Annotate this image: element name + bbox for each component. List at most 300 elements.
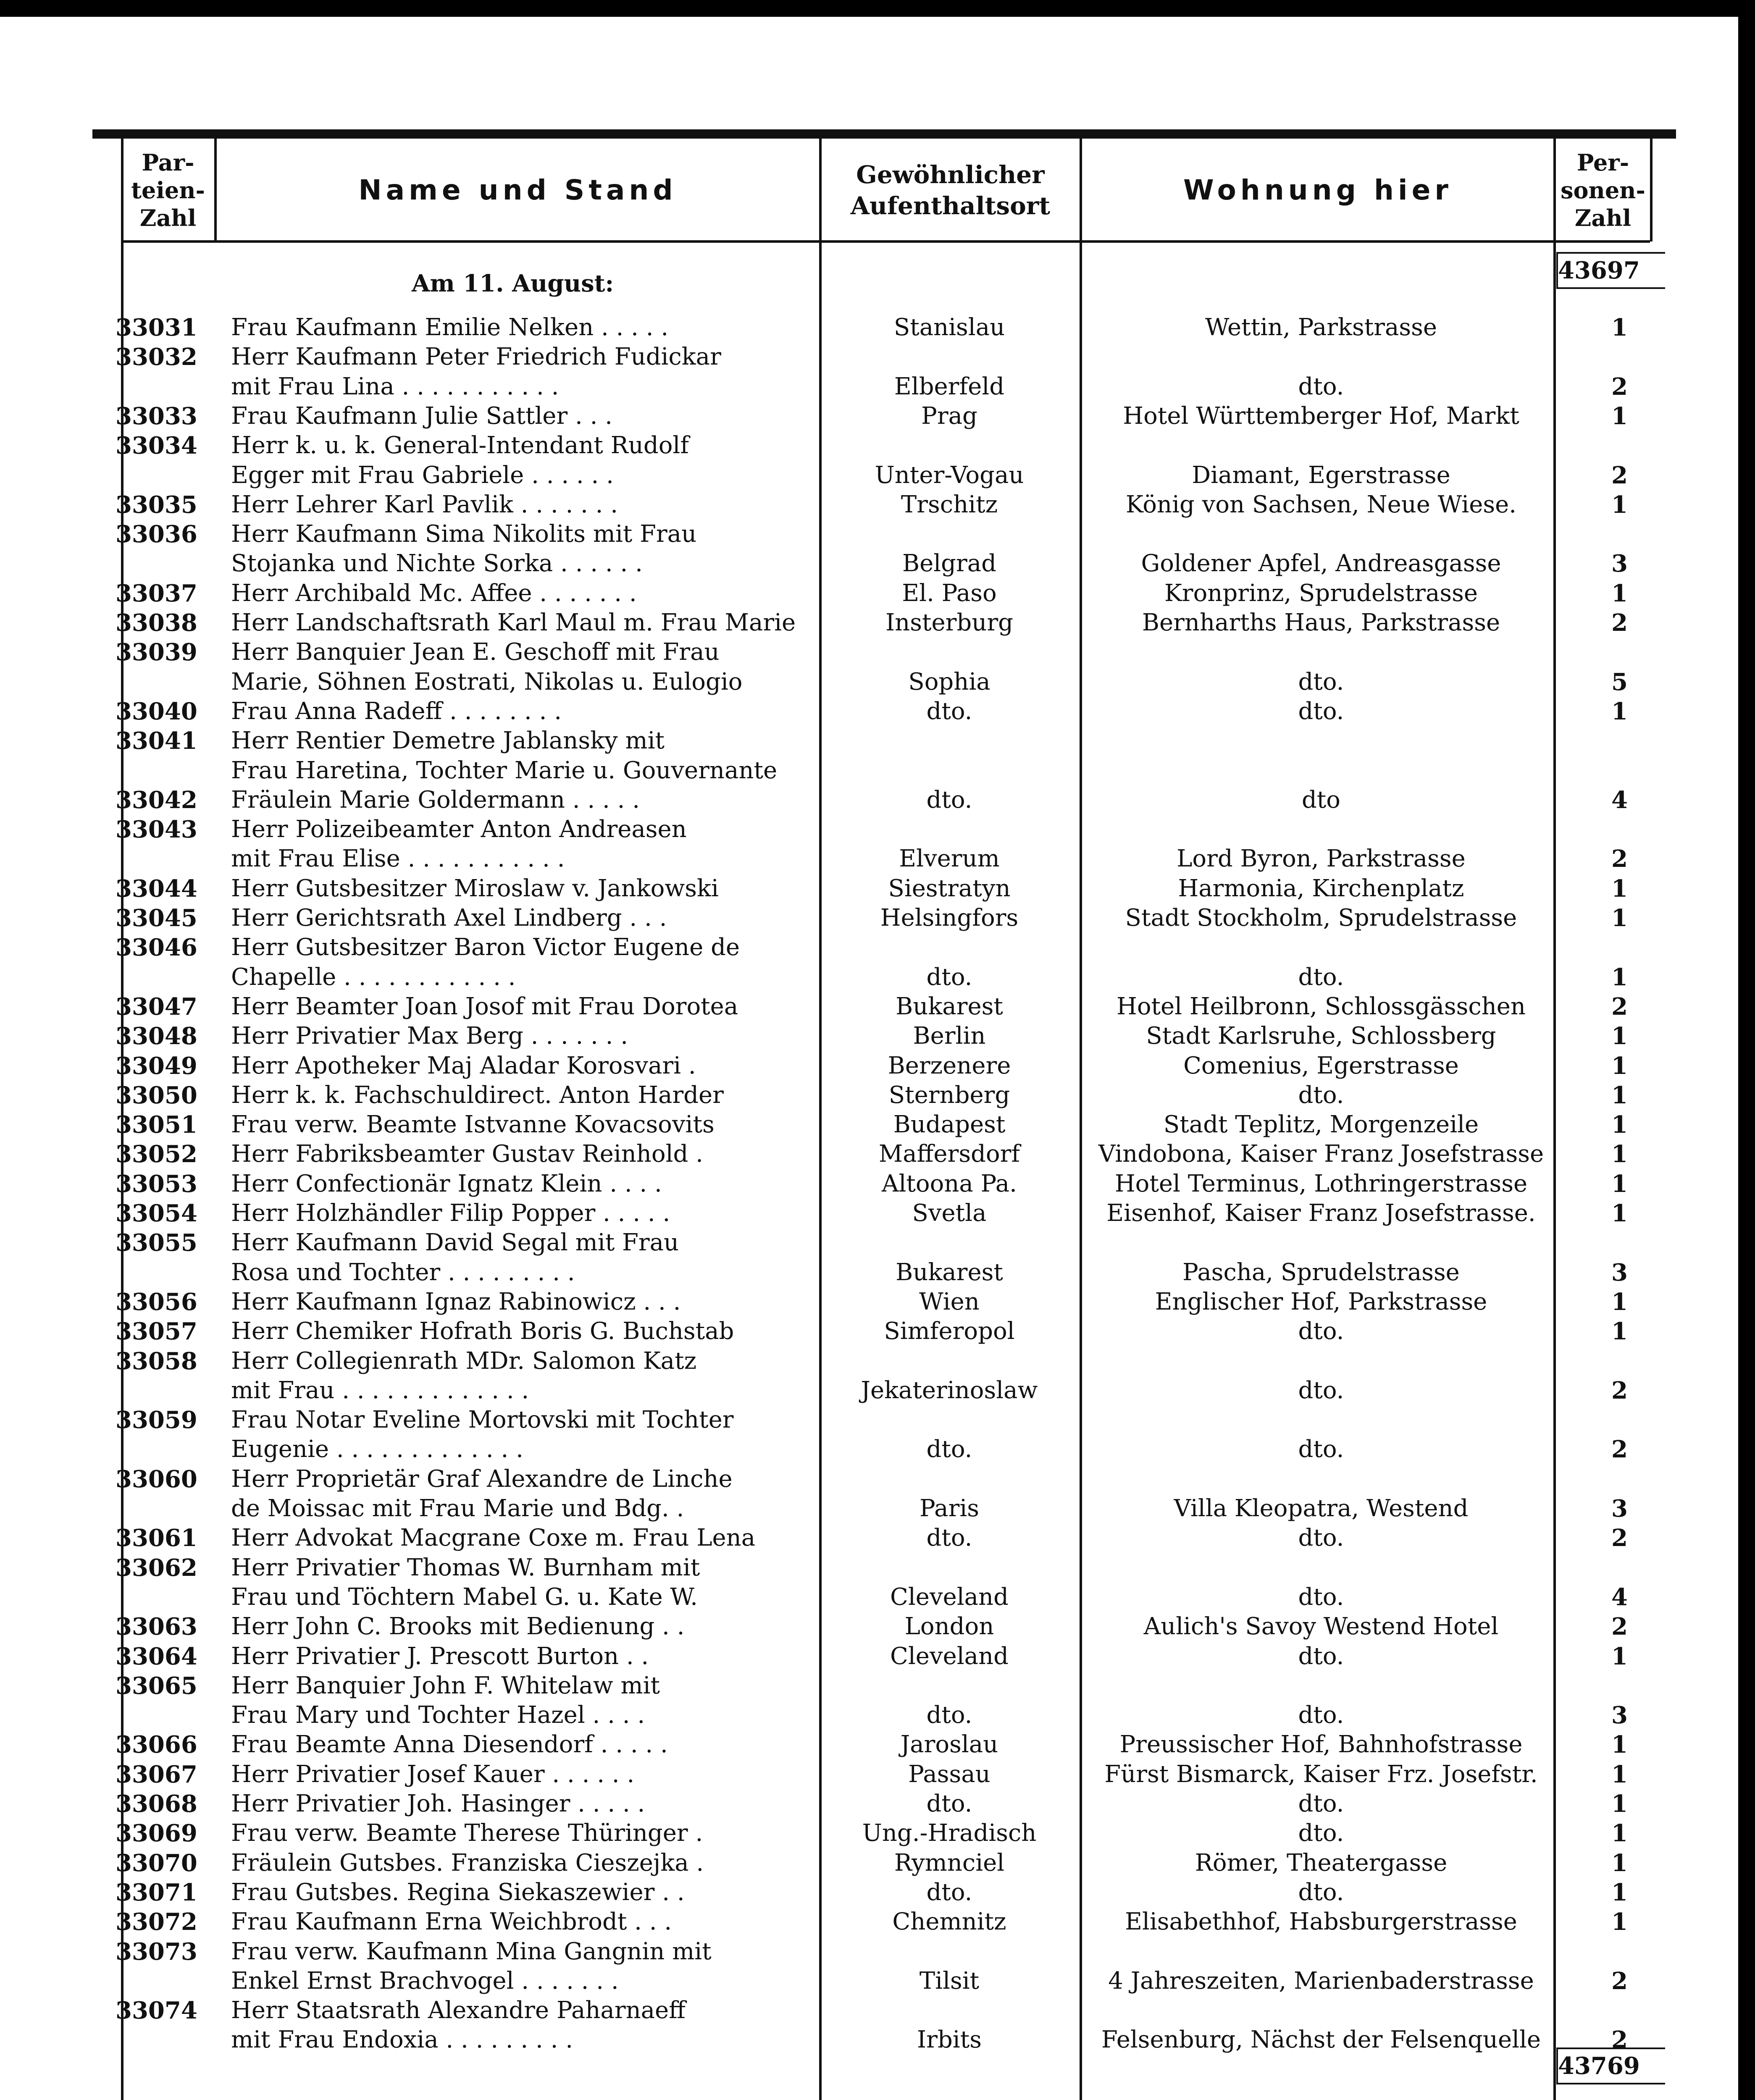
- total-end: 43769: [1556, 2048, 1665, 2084]
- home-place: Jekaterinoslaw: [861, 1376, 1038, 1404]
- residence-here: Goldener Apfel, Andreasgasse: [1141, 550, 1501, 578]
- guest-name: mit Frau Endoxia . . . . . . . . .: [231, 2026, 573, 2054]
- home-place: dto.: [926, 786, 972, 814]
- home-place: Budapest: [893, 1111, 1006, 1139]
- residence-here: [1084, 1553, 1558, 1583]
- home-place: Sternberg: [888, 1081, 1010, 1109]
- table-row: [0, 1405, 1755, 1435]
- person-count: 3: [1611, 1258, 1628, 1286]
- person-count: [1554, 1553, 1628, 1583]
- guest-name: Eugenie . . . . . . . . . . . . .: [231, 1436, 523, 1463]
- party-number: 33068: [116, 1790, 197, 1818]
- header-aufenthaltsort: Gewöhnlicher Aufenthaltsort: [850, 160, 1051, 220]
- person-count: 2: [1611, 1967, 1628, 1995]
- guest-name: Herr Landschaftsrath Karl Maul m. Frau Marie: [231, 609, 796, 636]
- party-number: 33063: [116, 1613, 197, 1641]
- guest-name: Herr Privatier Josef Kauer . . . . . .: [231, 1760, 635, 1788]
- table-row: [0, 1051, 1755, 1081]
- header-parteien-zahl: Par- teien- Zahl: [131, 149, 205, 231]
- table-row: [0, 1494, 1755, 1523]
- scan-border-top: [0, 0, 1755, 17]
- guest-name: Herr Chemiker Hofrath Boris G. Buchstab: [231, 1318, 734, 1345]
- party-number: 33055: [116, 1229, 197, 1257]
- table-row: [0, 1287, 1755, 1317]
- table-row: [0, 1258, 1755, 1287]
- guest-name: Frau verw. Beamte Therese Thüringer .: [231, 1819, 703, 1847]
- person-count: 1: [1611, 697, 1628, 725]
- guest-name: Herr Holzhändler Filip Popper . . . . .: [231, 1200, 670, 1227]
- party-number: [116, 844, 227, 874]
- table-row: [0, 1228, 1755, 1257]
- home-place: Berlin: [913, 1022, 986, 1050]
- party-number: 33047: [116, 992, 197, 1021]
- party-number: [116, 667, 227, 697]
- home-place: Elberfeld: [894, 373, 1005, 400]
- party-number: [116, 1583, 227, 1612]
- residence-here: Hotel Württemberger Hof, Markt: [1123, 402, 1519, 430]
- party-number: 33069: [116, 1819, 197, 1848]
- table-row: [0, 1878, 1755, 1907]
- person-count: 1: [1611, 1170, 1628, 1198]
- person-count: 1: [1611, 1760, 1628, 1788]
- person-count: 2: [1611, 1376, 1628, 1404]
- person-count: 3: [1611, 1495, 1628, 1522]
- guest-name: Enkel Ernst Brachvogel . . . . . . .: [231, 1967, 619, 1995]
- party-number: 33064: [116, 1642, 197, 1670]
- date-heading-row: [0, 269, 1755, 298]
- home-place: Wien: [919, 1288, 980, 1315]
- home-place: Bukarest: [896, 1258, 1003, 1286]
- residence-here: 4 Jahreszeiten, Marienbaderstrasse: [1108, 1967, 1534, 1995]
- residence-here: dto.: [1298, 1436, 1344, 1463]
- person-count: [1554, 520, 1628, 549]
- party-number: 33039: [116, 638, 197, 667]
- table-row: [0, 756, 1755, 785]
- table-row: [0, 608, 1755, 638]
- party-number: 33046: [116, 934, 197, 962]
- party-number: [116, 1966, 227, 1996]
- party-number: 33058: [116, 1347, 197, 1375]
- home-place: [823, 1553, 1075, 1583]
- home-place: Maffersdorf: [878, 1140, 1020, 1168]
- table-row: [0, 933, 1755, 962]
- guest-name: Frau Kaufmann Emilie Nelken . . . . .: [231, 314, 669, 341]
- home-place: Paris: [920, 1495, 979, 1522]
- residence-here: Fürst Bismarck, Kaiser Frz. Josefstr.: [1104, 1760, 1538, 1788]
- table-row: [0, 342, 1755, 372]
- table-row: [0, 1317, 1755, 1346]
- person-count: [1554, 726, 1628, 756]
- table-top-rule: [92, 129, 1676, 139]
- guest-name: Herr Kaufmann David Segal mit Frau: [231, 1229, 679, 1257]
- residence-here: dto.: [1298, 963, 1344, 991]
- person-count: [1554, 815, 1628, 844]
- residence-here: dto.: [1298, 1081, 1344, 1109]
- person-count: [1554, 1937, 1628, 1966]
- person-count: 1: [1611, 1731, 1628, 1759]
- table-row: [0, 1021, 1755, 1051]
- home-place: [823, 1937, 1075, 1966]
- guest-name: Egger mit Frau Gabriele . . . . . .: [231, 461, 614, 489]
- party-number: [116, 1701, 227, 1730]
- home-place: Trschitz: [901, 491, 998, 518]
- home-place: [823, 431, 1075, 460]
- party-number: 33071: [116, 1878, 197, 1906]
- home-place: Berzenere: [888, 1052, 1011, 1079]
- party-number: [116, 1258, 227, 1287]
- home-place: Ung.-Hradisch: [862, 1819, 1037, 1847]
- guest-name: Herr Collegienrath MDr. Salomon Katz: [231, 1347, 697, 1375]
- residence-here: dto.: [1298, 668, 1344, 696]
- person-count: 1: [1611, 1878, 1628, 1906]
- date-heading: Am 11. August:: [412, 270, 614, 297]
- party-number: [116, 549, 227, 578]
- residence-here: Elisabethhof, Habsburgerstrasse: [1125, 1908, 1517, 1936]
- guest-name: Herr Beamter Joan Josof mit Frau Dorotea: [231, 992, 738, 1020]
- residence-here: dto.: [1298, 1819, 1344, 1847]
- residence-here: [1084, 933, 1558, 962]
- party-number: [116, 756, 227, 785]
- residence-here: dto.: [1298, 1878, 1344, 1906]
- rule-header-1: [214, 139, 217, 242]
- person-count: [1554, 1228, 1628, 1257]
- party-number: 33065: [116, 1672, 197, 1700]
- table-row: [0, 1347, 1755, 1376]
- residence-here: Felsenburg, Nächst der Felsenquelle: [1101, 2026, 1541, 2054]
- person-count: 1: [1611, 402, 1628, 430]
- table-row: [0, 520, 1755, 549]
- residence-here: [1084, 1465, 1558, 1494]
- person-count: 1: [1611, 1288, 1628, 1316]
- home-place: dto.: [926, 1701, 972, 1729]
- person-count: 5: [1611, 668, 1628, 696]
- residence-here: [1084, 726, 1558, 756]
- guest-name: Herr Privatier Max Berg . . . . . . .: [231, 1022, 628, 1050]
- residence-here: [1084, 1671, 1558, 1701]
- person-count: 1: [1611, 963, 1628, 991]
- person-count: 2: [1611, 1524, 1628, 1552]
- party-number: 33054: [116, 1200, 197, 1227]
- guest-name: Frau Gutsbes. Regina Siekaszewier . .: [231, 1878, 685, 1906]
- guest-name: Chapelle . . . . . . . . . . . .: [231, 963, 516, 991]
- party-number: 33062: [116, 1554, 197, 1582]
- table-row: [0, 1376, 1755, 1405]
- party-number: 33072: [116, 1908, 197, 1936]
- table-row: [0, 697, 1755, 726]
- guest-name: Herr Banquier Jean E. Geschoff mit Frau: [231, 638, 720, 666]
- table-row: [0, 1583, 1755, 1612]
- home-place: [823, 726, 1075, 756]
- home-place: Unter-Vogau: [875, 461, 1024, 489]
- residence-here: Diamant, Egerstrasse: [1192, 461, 1450, 489]
- guest-name: Frau verw. Beamte Istvanne Kovacsovits: [231, 1111, 715, 1139]
- residence-here: [1084, 342, 1558, 372]
- table-row: [0, 1848, 1755, 1878]
- person-count: 4: [1611, 1583, 1628, 1611]
- header-wohnung-hier: Wohnung hier: [1183, 174, 1453, 206]
- guest-name: Frau verw. Kaufmann Mina Gangnin mit: [231, 1937, 712, 1965]
- home-place: dto.: [926, 1790, 972, 1817]
- guest-name: Fräulein Marie Goldermann . . . . .: [231, 786, 640, 814]
- table-row: [0, 1642, 1755, 1671]
- table-row: [0, 992, 1755, 1021]
- home-place: [823, 342, 1075, 372]
- guest-name: Frau Anna Radeff . . . . . . . .: [231, 697, 562, 725]
- table-row: [0, 579, 1755, 608]
- guest-name: Herr Apotheker Maj Aladar Korosvari .: [231, 1052, 696, 1079]
- party-number: 33057: [116, 1318, 197, 1346]
- residence-here: [1084, 520, 1558, 549]
- table-row: [0, 1966, 1755, 1996]
- person-count: 2: [1611, 992, 1628, 1021]
- person-count: 1: [1611, 1908, 1628, 1936]
- home-place: Insterburg: [885, 609, 1013, 636]
- party-number: 33050: [116, 1081, 197, 1109]
- table-row: [0, 1465, 1755, 1494]
- guest-name: Herr Kaufmann Ignaz Rabinowicz . . .: [231, 1288, 681, 1315]
- person-count: 3: [1611, 1701, 1628, 1730]
- home-place: dto.: [926, 1436, 972, 1463]
- home-place: [823, 1465, 1075, 1494]
- guest-name: Herr Banquier John F. Whitelaw mit: [231, 1672, 660, 1699]
- party-number: 33033: [116, 402, 197, 430]
- party-number: 33067: [116, 1760, 197, 1788]
- home-place: El. Paso: [902, 579, 997, 607]
- person-count: 1: [1611, 1200, 1628, 1227]
- total-start: 43697: [1556, 252, 1665, 289]
- guest-name: Frau Kaufmann Julie Sattler . . .: [231, 402, 612, 430]
- person-count: 1: [1611, 1318, 1628, 1346]
- home-place: [823, 520, 1075, 549]
- party-number: 33043: [116, 816, 197, 844]
- residence-here: [1084, 638, 1558, 667]
- residence-here: dto.: [1298, 1790, 1344, 1817]
- home-place: Tilsit: [919, 1967, 980, 1995]
- person-count: 1: [1611, 579, 1628, 607]
- table-row: [0, 1671, 1755, 1701]
- person-count: 2: [1611, 461, 1628, 489]
- person-count: [1554, 638, 1628, 667]
- home-place: Rymnciel: [894, 1849, 1005, 1877]
- party-number: 33060: [116, 1465, 197, 1493]
- table-row: [0, 1612, 1755, 1641]
- residence-here: [1084, 1228, 1558, 1257]
- home-place: Chemnitz: [892, 1908, 1006, 1936]
- table-row: [0, 874, 1755, 903]
- home-place: [823, 1671, 1075, 1701]
- party-number: 33049: [116, 1052, 197, 1080]
- party-number: 33042: [116, 786, 197, 814]
- residence-here: Englischer Hof, Parkstrasse: [1155, 1288, 1487, 1315]
- person-count: 1: [1611, 874, 1628, 903]
- table-row: [0, 1199, 1755, 1228]
- residence-here: dto.: [1298, 1701, 1344, 1729]
- party-number: 33073: [116, 1937, 197, 1966]
- home-place: dto.: [926, 697, 972, 725]
- guest-name: Frau Kaufmann Erna Weichbrodt . . .: [231, 1908, 672, 1936]
- party-number: 33051: [116, 1111, 197, 1139]
- residence-here: Kronprinz, Sprudelstrasse: [1164, 579, 1478, 607]
- residence-here: Villa Kleopatra, Westend: [1174, 1495, 1469, 1522]
- header-bottom-rule: [121, 240, 1650, 243]
- home-place: Cleveland: [890, 1583, 1009, 1611]
- table-row: [0, 726, 1755, 756]
- guest-name: Herr Rentier Demetre Jablansky mit: [231, 727, 665, 755]
- residence-here: dto: [1301, 786, 1341, 814]
- rule-header-5: [1650, 139, 1653, 242]
- table-row: [0, 431, 1755, 460]
- party-number: [116, 2025, 227, 2055]
- party-number: 33061: [116, 1524, 197, 1552]
- guest-name: Herr John C. Brooks mit Bedienung . .: [231, 1613, 685, 1641]
- guest-name: Frau Haretina, Tochter Marie u. Gouvernante: [231, 756, 778, 784]
- person-count: [1554, 1405, 1628, 1435]
- party-number: [116, 963, 227, 992]
- home-place: Jaroslau: [900, 1731, 998, 1759]
- person-count: 3: [1611, 550, 1628, 578]
- residence-here: Comenius, Egerstrasse: [1183, 1052, 1459, 1079]
- residence-here: dto.: [1298, 1524, 1344, 1552]
- residence-here: Pascha, Sprudelstrasse: [1182, 1258, 1460, 1286]
- party-number: [116, 372, 227, 402]
- person-count: [1554, 342, 1628, 372]
- party-number: 33074: [116, 1997, 197, 2025]
- party-number: 33056: [116, 1288, 197, 1316]
- guest-name: Herr Gutsbesitzer Baron Victor Eugene de: [231, 934, 740, 961]
- table-row: [0, 815, 1755, 844]
- residence-here: [1084, 1405, 1558, 1435]
- person-count: 2: [1611, 373, 1628, 401]
- guest-name: Herr Advokat Macgrane Coxe m. Frau Lena: [231, 1524, 756, 1552]
- guest-name: Frau Notar Eveline Mortovski mit Tochter: [231, 1406, 734, 1434]
- guest-name: Herr Confectionär Ignatz Klein . . . .: [231, 1170, 662, 1197]
- party-number: 33031: [116, 314, 197, 341]
- home-place: Helsingfors: [880, 904, 1019, 932]
- residence-here: Römer, Theatergasse: [1195, 1849, 1448, 1877]
- guest-name: Frau Beamte Anna Diesendorf . . . . .: [231, 1731, 668, 1759]
- person-count: 1: [1611, 904, 1628, 932]
- home-place: [823, 756, 1075, 785]
- table-row: [0, 1435, 1755, 1464]
- residence-here: Preussischer Hof, Bahnhofstrasse: [1119, 1731, 1523, 1759]
- guest-name: Herr Privatier Thomas W. Burnham mit: [231, 1554, 700, 1581]
- residence-here: Stadt Karlsruhe, Schlossberg: [1146, 1022, 1496, 1050]
- guest-name: Herr Kaufmann Sima Nikolits mit Frau: [231, 520, 697, 548]
- home-place: Cleveland: [890, 1642, 1009, 1670]
- table-row: [0, 638, 1755, 667]
- residence-here: Stadt Teplitz, Morgenzeile: [1163, 1111, 1479, 1139]
- residence-here: Harmonia, Kirchenplatz: [1178, 874, 1464, 902]
- party-number: 33040: [116, 697, 197, 725]
- home-place: Bukarest: [896, 992, 1003, 1020]
- table-row: [0, 1701, 1755, 1730]
- table-row: [0, 461, 1755, 490]
- person-count: 1: [1611, 1790, 1628, 1818]
- home-place: Svetla: [912, 1200, 987, 1227]
- person-count: 1: [1611, 1819, 1628, 1848]
- guest-name: de Moissac mit Frau Marie und Bdg. .: [231, 1495, 684, 1522]
- residence-here: Hotel Heilbronn, Schlossgässchen: [1116, 992, 1526, 1020]
- guest-name: Rosa und Tochter . . . . . . . . .: [231, 1258, 575, 1286]
- residence-here: Eisenhof, Kaiser Franz Josefstrasse.: [1106, 1200, 1536, 1227]
- person-count: 1: [1611, 314, 1628, 341]
- person-count: [1554, 756, 1628, 785]
- table-row: [0, 1553, 1755, 1583]
- home-place: Altoona Pa.: [882, 1170, 1017, 1197]
- guest-name: Herr Staatsrath Alexandre Paharnaeff: [231, 1997, 686, 2024]
- party-number: 33066: [116, 1731, 197, 1759]
- home-place: Simferopol: [884, 1318, 1015, 1345]
- party-number: 33036: [116, 520, 197, 549]
- guest-name: Herr Gerichtsrath Axel Lindberg . . .: [231, 904, 667, 932]
- party-number: 33053: [116, 1170, 197, 1198]
- home-place: Irbits: [917, 2026, 982, 2054]
- residence-here: dto.: [1298, 697, 1344, 725]
- table-row: [0, 1760, 1755, 1789]
- table-row: [0, 1169, 1755, 1199]
- person-count: [1554, 1465, 1628, 1494]
- person-count: [1554, 1671, 1628, 1701]
- party-number: 33059: [116, 1406, 197, 1434]
- residence-here: Hotel Terminus, Lothringerstrasse: [1114, 1170, 1528, 1197]
- guest-name: Frau Mary und Tochter Hazel . . . .: [231, 1701, 645, 1729]
- party-number: 33037: [116, 579, 197, 607]
- person-count: 1: [1611, 1140, 1628, 1168]
- home-place: Stanislau: [893, 314, 1005, 341]
- home-place: [823, 1405, 1075, 1435]
- table-row: [0, 1907, 1755, 1937]
- home-place: Belgrad: [902, 550, 997, 578]
- residence-here: dto.: [1298, 1318, 1344, 1345]
- residence-here: [1084, 756, 1558, 785]
- party-number: 33070: [116, 1849, 197, 1877]
- guest-name: Frau und Töchtern Mabel G. u. Kate W.: [231, 1583, 698, 1611]
- residence-here: dto.: [1298, 1376, 1344, 1404]
- person-count: 4: [1611, 786, 1628, 814]
- home-place: dto.: [926, 963, 972, 991]
- home-place: dto.: [926, 1524, 972, 1552]
- home-place: dto.: [926, 1878, 972, 1906]
- residence-here: [1084, 1937, 1558, 1966]
- table-row: [0, 1523, 1755, 1553]
- party-number: 33044: [116, 874, 197, 903]
- residence-here: [1084, 1347, 1558, 1376]
- table-row: [0, 490, 1755, 520]
- residence-here: dto.: [1298, 1583, 1344, 1611]
- person-count: [1554, 431, 1628, 460]
- guest-name: Herr Archibald Mc. Affee . . . . . . .: [231, 579, 637, 607]
- table-row: [0, 1110, 1755, 1139]
- guest-name: Marie, Söhnen Eostrati, Nikolas u. Eulogio: [231, 668, 743, 696]
- guest-name: Herr Polizeibeamter Anton Andreasen: [231, 816, 687, 843]
- person-count: [1554, 1996, 1628, 2025]
- residence-here: dto.: [1298, 1642, 1344, 1670]
- residence-here: König von Sachsen, Neue Wiese.: [1125, 491, 1517, 518]
- guest-name: Herr Proprietär Graf Alexandre de Linche: [231, 1465, 733, 1493]
- guest-name: Herr Gutsbesitzer Miroslaw v. Jankowski: [231, 874, 719, 902]
- home-place: [823, 1228, 1075, 1257]
- table-row: [0, 844, 1755, 874]
- person-count: [1554, 1347, 1628, 1376]
- person-count: 2: [1611, 609, 1628, 637]
- person-count: 1: [1611, 1849, 1628, 1877]
- home-place: Elverum: [899, 845, 1000, 873]
- person-count: 2: [1611, 845, 1628, 873]
- residence-here: Vindobona, Kaiser Franz Josefstrasse: [1098, 1140, 1544, 1168]
- table-row: [0, 402, 1755, 431]
- person-count: 1: [1611, 1642, 1628, 1670]
- table-row: [0, 372, 1755, 402]
